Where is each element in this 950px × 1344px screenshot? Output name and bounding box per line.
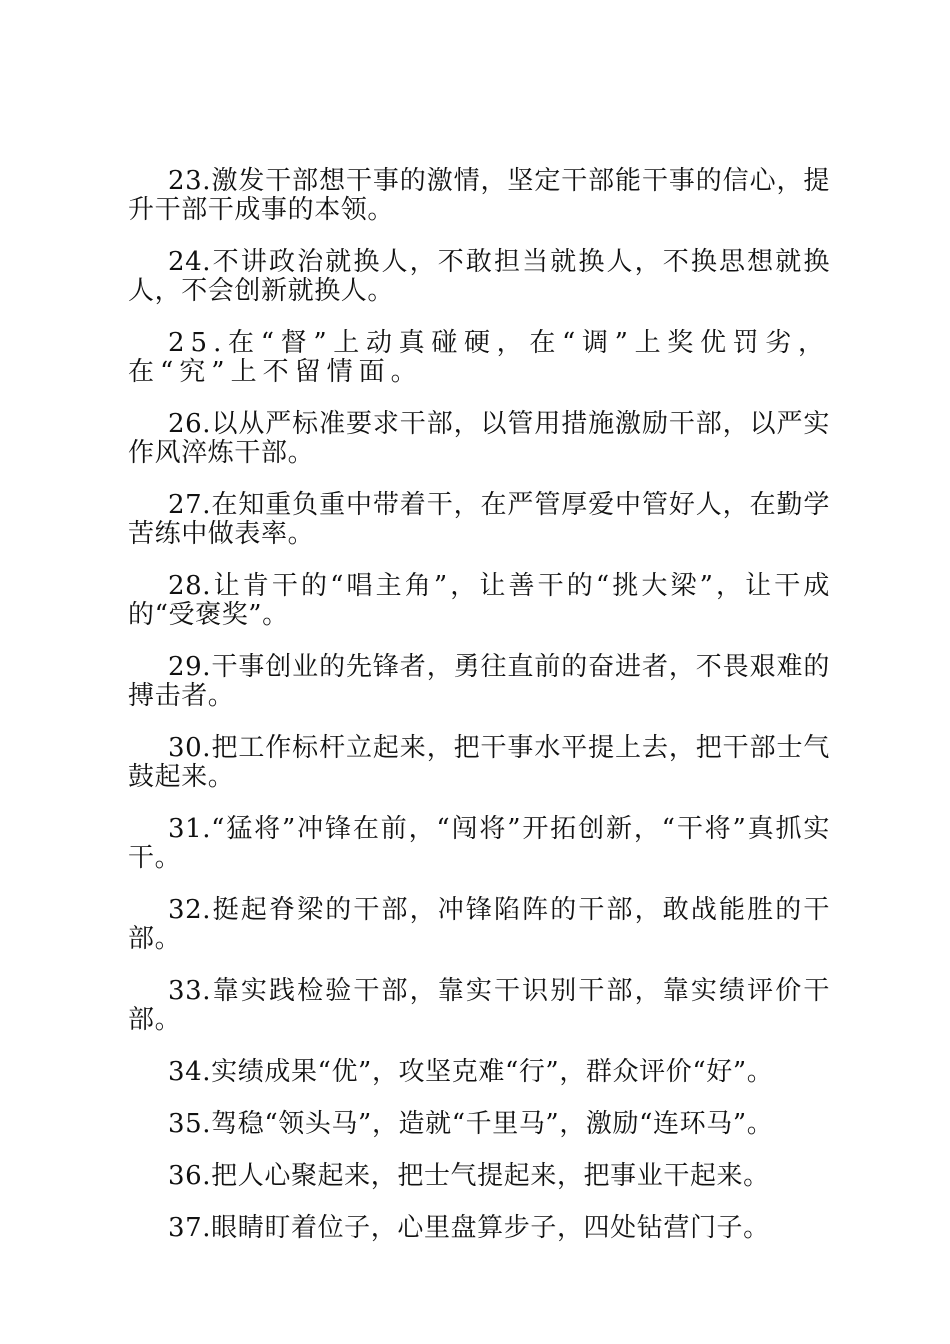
item-number: 26. [168, 409, 212, 439]
item-number: 34. [168, 1057, 212, 1087]
list-item [128, 491, 830, 549]
item-number: 23. [168, 166, 212, 196]
list-item [128, 653, 830, 711]
item-text: “猛将”冲锋在前，“闯将”开拓创新，“干将”真抓实干。 [128, 814, 830, 873]
item-text: 把工作标杆立起来，把干事水平提上去，把干部士气鼓起来。 [128, 733, 830, 792]
item-number: 33. [168, 976, 212, 1006]
item-text: 在“督”上动真碰硬，在“调”上奖优罚劣，在“究”上不留情面。 [128, 328, 830, 387]
list-item [128, 167, 830, 225]
item-text: 靠实践检验干部，靠实干识别干部，靠实绩评价干部。 [128, 976, 830, 1035]
item-text: 挺起脊梁的干部，冲锋陷阵的干部，敢战能胜的干部。 [128, 895, 830, 954]
item-text: 激发干部想干事的激情，坚定干部能干事的信心，提升干部干成事的本领。 [128, 166, 830, 225]
item-text: 以从严标准要求干部，以管用措施激励干部，以严实作风淬炼干部。 [128, 409, 830, 468]
list-item [128, 1214, 830, 1243]
item-number: 36. [168, 1161, 212, 1191]
item-number: 30. [168, 733, 212, 763]
list-item [128, 1110, 830, 1139]
item-number: 27. [168, 490, 212, 520]
item-text: 驾稳“领头马”，造就“千里马”，激励“连环马”。 [211, 1109, 774, 1139]
list-item [128, 410, 830, 468]
item-text: 在知重负重中带着干，在严管厚爱中管好人，在勤学苦练中做表率。 [128, 490, 830, 549]
item-number: 24. [168, 247, 212, 277]
list-item [128, 248, 830, 306]
document-page [128, 167, 830, 1266]
list-item [128, 896, 830, 954]
list-item [128, 572, 830, 630]
item-number: 25. [168, 328, 228, 358]
item-text: 把人心聚起来，把士气提起来，把事业干起来。 [211, 1161, 770, 1191]
item-text: 让肯干的“唱主角”，让善干的“挑大梁”，让干成的“受褒奖”。 [128, 571, 830, 630]
item-number: 28. [168, 571, 212, 601]
list-item [128, 329, 830, 387]
list-item [128, 734, 830, 792]
list-item [128, 1058, 830, 1087]
list-item [128, 815, 830, 873]
item-text: 实绩成果“优”，攻坚克难“行”，群众评价“好”。 [211, 1057, 774, 1087]
list-item [128, 1162, 830, 1191]
item-number: 32. [168, 895, 212, 925]
item-number: 37. [168, 1213, 212, 1243]
item-number: 35. [168, 1109, 212, 1139]
item-text: 干事创业的先锋者，勇往直前的奋进者，不畏艰难的搏击者。 [128, 652, 830, 711]
item-number: 31. [168, 814, 212, 844]
list-item [128, 977, 830, 1035]
item-number: 29. [168, 652, 212, 682]
item-text: 眼睛盯着位子，心里盘算步子，四处钻营门子。 [211, 1213, 770, 1243]
item-text: 不讲政治就换人，不敢担当就换人，不换思想就换人，不会创新就换人。 [128, 247, 830, 306]
